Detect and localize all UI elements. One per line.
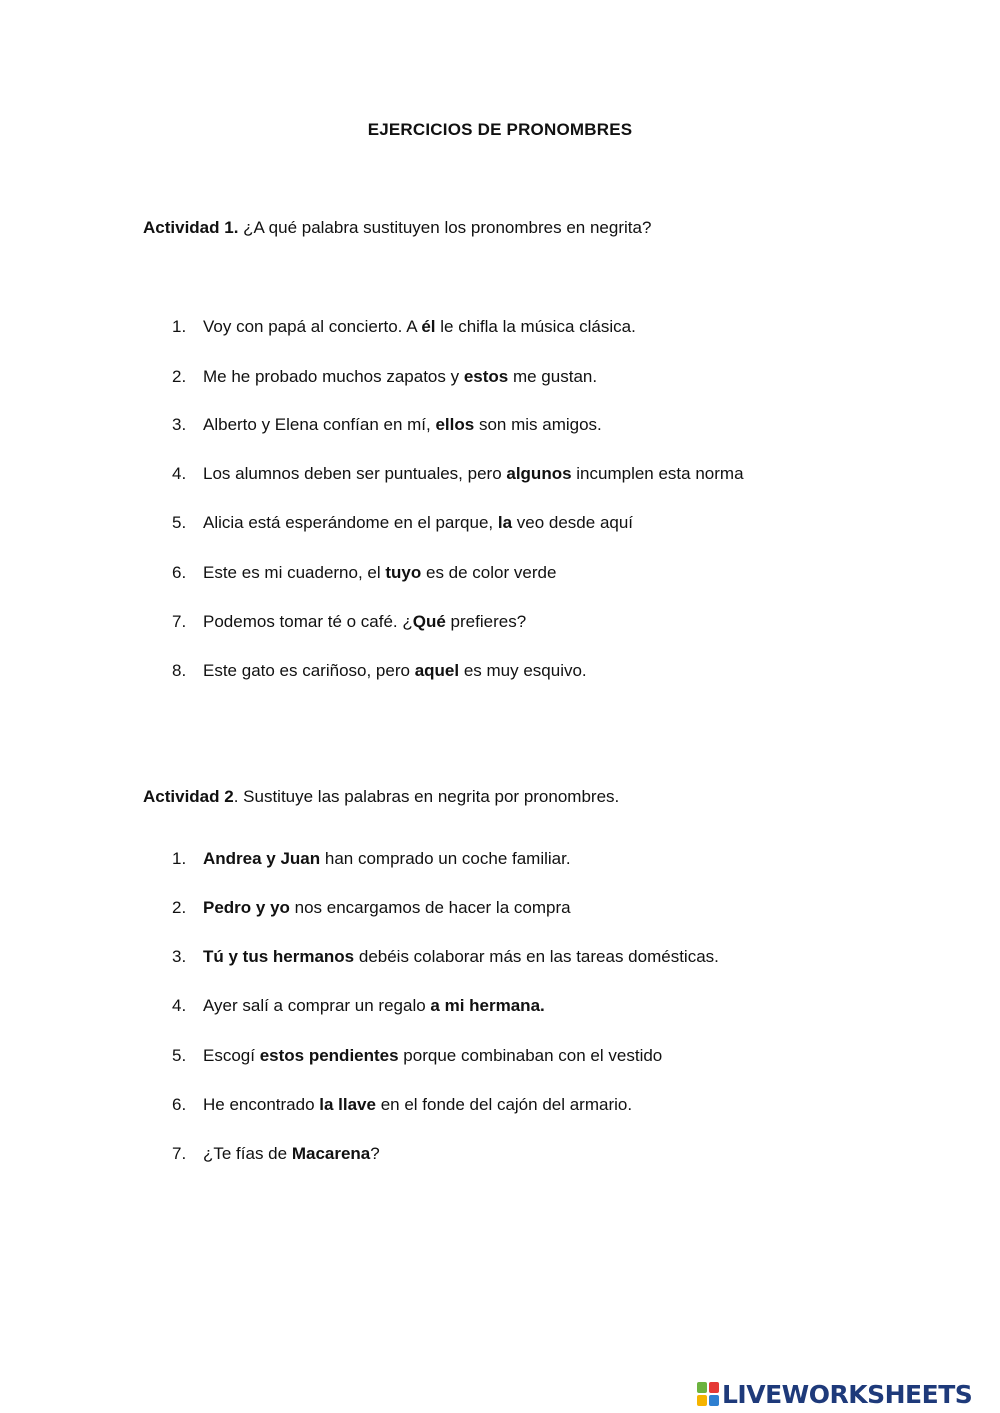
page-title: EJERCICIOS DE PRONOMBRES xyxy=(367,120,633,139)
brand-name: LIVEWORKSHEETS xyxy=(722,1379,973,1409)
list-item: 3. Tú y tus hermanos debéis colaborar más en las tareas domésticas. xyxy=(172,947,719,966)
list-item: 2. Me he probado muchos zapatos y estos me gustan. xyxy=(172,367,598,386)
logo-square-yellow xyxy=(697,1395,707,1406)
list-item: 4. Los alumnos deben ser puntuales, pero algunos incumplen esta norma xyxy=(172,464,744,483)
activity-1-heading xyxy=(143,218,651,238)
activity-1-instruction: ¿A qué palabra sustituyen los pronombres en negrita? xyxy=(238,218,652,237)
activity-2-heading xyxy=(143,787,619,807)
activity-2-instruction: . Sustituye las palabras en negrita por pronombres. xyxy=(233,787,620,806)
list-item: 3. Alberto y Elena confían en mí, ellos son mis amigos. xyxy=(172,415,602,434)
liveworksheets-brand[interactable] xyxy=(697,1380,993,1408)
list-item: 2. Pedro y yo nos encargamos de hacer la compra xyxy=(172,898,571,917)
logo-square-red xyxy=(709,1382,719,1393)
list-item: 6. He encontrado la llave en el fonde del cajón del armario. xyxy=(172,1095,633,1114)
activity-1-label: Actividad 1. xyxy=(143,218,239,237)
logo-square-green xyxy=(697,1382,707,1393)
logo-square-blue xyxy=(709,1395,719,1406)
list-item: 1. Andrea y Juan han comprado un coche familiar. xyxy=(172,849,571,868)
activity-2-label: Actividad 2 xyxy=(143,787,234,806)
list-item: 4. Ayer salí a comprar un regalo a mi hermana. xyxy=(172,996,545,1015)
list-item: 7. Podemos tomar té o café. ¿Qué prefieres? xyxy=(172,612,527,631)
list-item: 5. Escogí estos pendientes porque combinaban con el vestido xyxy=(172,1046,663,1065)
list-item: 1. Voy con papá al concierto. A él le chifla la música clásica. xyxy=(172,317,636,336)
list-item: 8. Este gato es cariñoso, pero aquel es muy esquivo. xyxy=(172,661,587,680)
list-item: 5. Alicia está esperándome en el parque, la veo desde aquí xyxy=(172,513,634,532)
liveworksheets-logo-icon xyxy=(697,1382,719,1406)
list-item: 7. ¿Te fías de Macarena? xyxy=(172,1144,380,1163)
list-item: 6. Este es mi cuaderno, el tuyo es de color verde xyxy=(172,563,557,582)
